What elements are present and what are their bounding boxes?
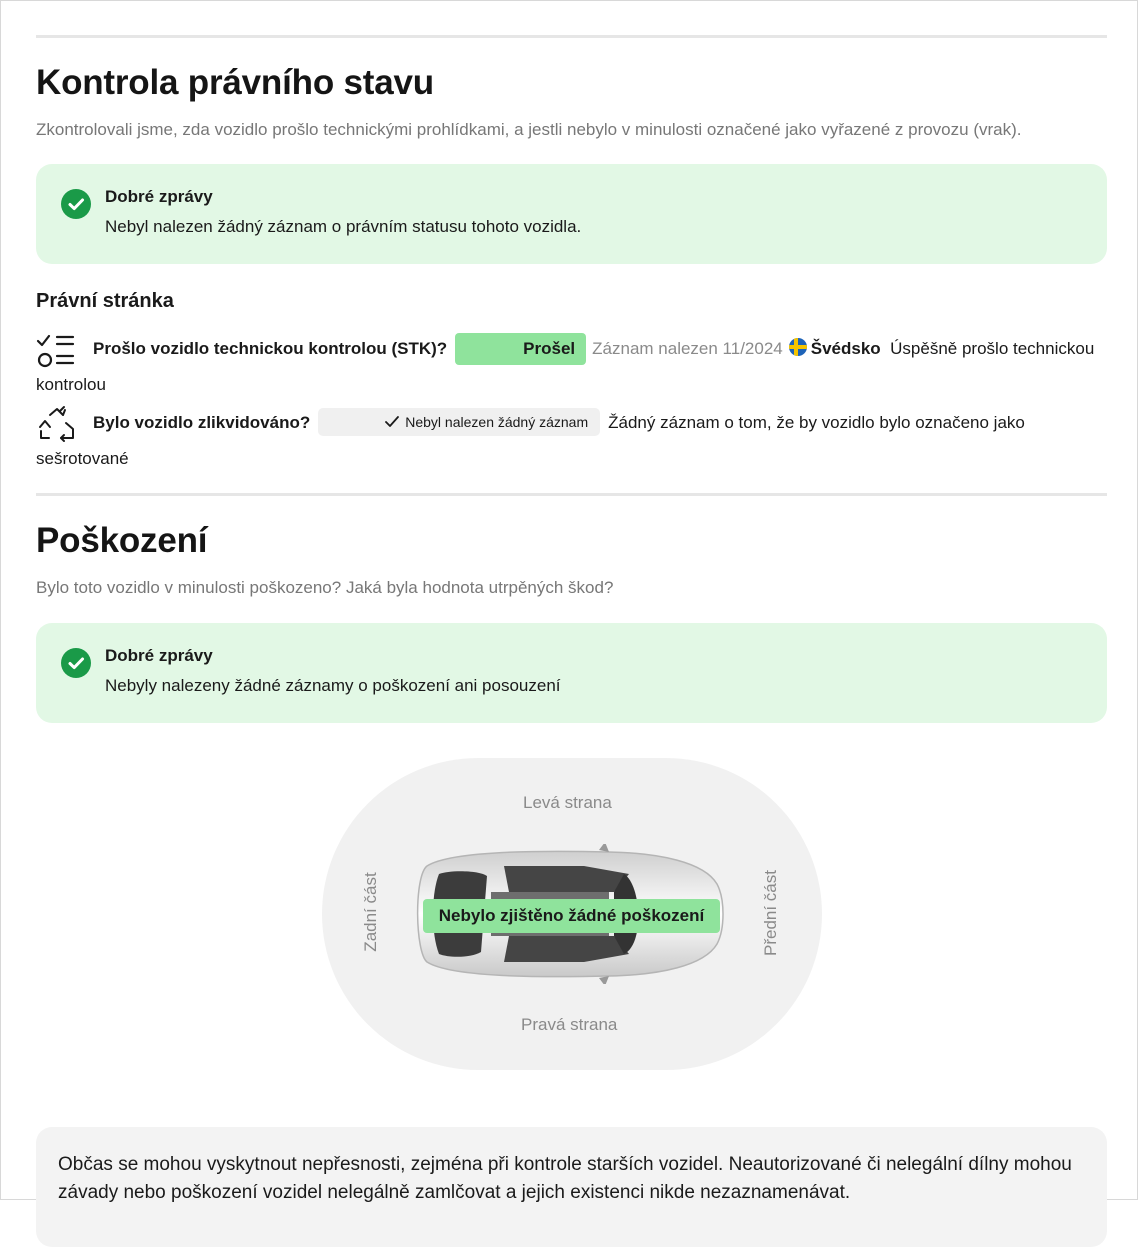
alert-text: Nebyly nalezeny žádné záznamy o poškození ani posouzení: [105, 676, 561, 695]
check-circle-icon: [61, 648, 91, 678]
no-record-badge-label: Nebyl nalezen žádný záznam: [405, 414, 589, 430]
scrapped-row: [36, 405, 1107, 477]
legal-section-title: Právní stránka: [36, 290, 174, 312]
check-circle-icon: [61, 189, 91, 219]
checkmark-icon: [385, 416, 399, 428]
sweden-flag-icon: [789, 338, 807, 356]
alert-text: Nebyl nalezen žádný záznam o právním statusu tohoto vozidla.: [105, 217, 582, 236]
front-label: Přední část: [761, 870, 780, 956]
no-damage-badge: Nebylo zjištěno žádné poškození: [423, 899, 720, 933]
legal-good-news-alert: [36, 164, 1107, 264]
alert-title: Dobré zprávy: [105, 646, 213, 665]
top-divider: [36, 35, 1107, 38]
checklist-icon: [36, 331, 78, 384]
inspection-row: [36, 331, 1107, 403]
rear-label: Zadní část: [361, 872, 380, 952]
inspection-passed-badge: Prošel: [455, 333, 586, 365]
alert-title: Dobré zprávy: [105, 187, 213, 206]
inspection-record-date: Záznam nalezen 11/2024: [592, 339, 783, 358]
right-side-label: Pravá strana: [521, 1015, 618, 1034]
damage-title: Poškození: [36, 521, 208, 560]
disclaimer-text: Občas se mohou vyskytnout nepřesnosti, zejména při kontrole starších vozidel. Neautorizované či nelegální dílny mohou závady nebo poškození vozidel nelegálně zamlčovat a jejich existenci nikde nezaznamenávat.: [58, 1154, 1072, 1203]
section-divider: [36, 493, 1107, 496]
damage-good-news-alert: [36, 623, 1107, 723]
legal-status-subtitle: Zkontrolovali jsme, zda vozidlo prošlo technickými prohlídkami, a jestli nebylo v minulosti označené jako vyřazené z provozu (vrak).: [36, 120, 1022, 139]
disclaimer-box: [36, 1127, 1107, 1247]
scrapped-question: Bylo vozidlo zlikvidováno?: [93, 413, 311, 432]
damage-subtitle: Bylo toto vozidlo v minulosti poškozeno? Jaká byla hodnota utrpěných škod?: [36, 578, 614, 597]
legal-status-title: Kontrola právního stavu: [36, 63, 434, 102]
inspection-country: Švédsko: [810, 339, 881, 358]
left-side-label: Levá strana: [523, 793, 612, 812]
scrapped-detail: Žádný záznam o tom, že by vozidlo bylo označeno jako sešrotované: [36, 413, 1025, 468]
no-record-badge: [318, 408, 600, 436]
inspection-detail: Úspěšně prošlo technickou kontrolou: [36, 339, 1095, 394]
recycle-icon: [36, 405, 78, 458]
inspection-question: Prošlo vozidlo technickou kontrolou (STK)?: [93, 339, 448, 358]
